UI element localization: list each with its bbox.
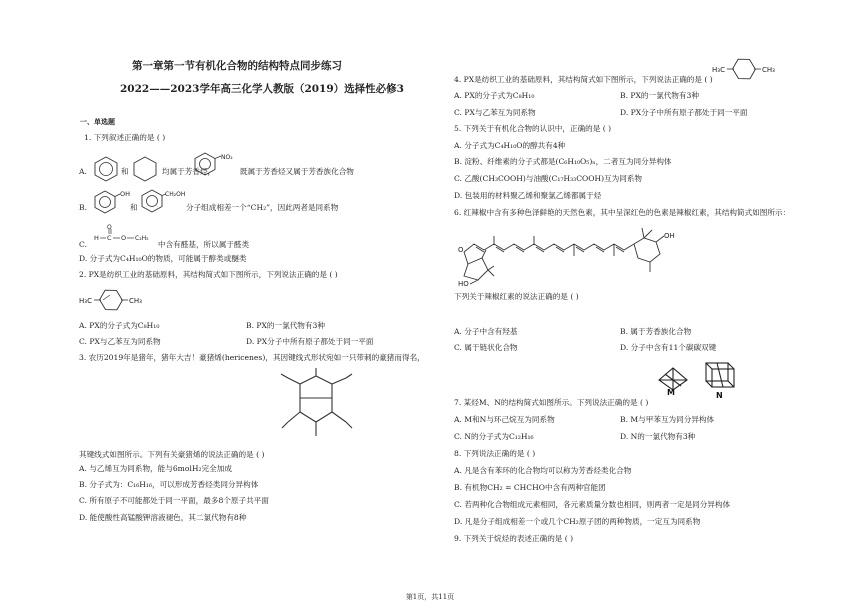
q5-option-b: B. 淀粉、纤维素的分子式都是(C₆H₁₀O₅)ₙ，二者互为同分异构体 bbox=[454, 157, 672, 166]
q1-a-and: 和 bbox=[121, 167, 129, 176]
q1-a-cyclohexane-structure bbox=[131, 155, 159, 183]
q6-option-a: A. 分子中含有羟基 bbox=[454, 327, 518, 336]
q3-option-b: B. 分子式为：C₁₆H₁₆，可以形成芳香烃类同分异构体 bbox=[79, 480, 259, 489]
q1-c-h-label: H bbox=[94, 234, 99, 242]
q1-option-b-label: B. bbox=[79, 203, 87, 212]
q5-option-a: A. 分子式为C₄H₁₀O的醇共有4种 bbox=[454, 141, 566, 150]
q2-option-d: D. PX分子中所有原子都处于同一平面 bbox=[246, 337, 374, 346]
q3-stem-continued: 其键线式如图所示。下列有关豪猪烯的说法正确的是 ( ) bbox=[79, 450, 265, 459]
q6-right-hydroxyl-label: OH bbox=[664, 232, 675, 240]
q4-option-d: D. PX分子中所有原子都处于同一平面 bbox=[620, 108, 748, 117]
q1-a-text2: 既属于芳香烃又属于芳香族化合物 bbox=[240, 167, 354, 176]
q4-h3c-label: H₃C bbox=[712, 66, 725, 74]
q8-option-b: B. 有机物CH₂ = CHCHO中含有两种官能团 bbox=[454, 483, 606, 492]
q1-stem: 1. 下列叙述正确的是 ( ) bbox=[84, 133, 166, 142]
q7-option-b: B. M与甲苯互为同分异构体 bbox=[620, 415, 715, 424]
q2-ch3-label: CH₃ bbox=[129, 297, 142, 305]
document-subtitle: 2022——2023学年高三化学人教版（2019）选择性必修3 bbox=[120, 83, 404, 95]
q2-option-c: C. PX与乙苯互为同系物 bbox=[79, 337, 161, 346]
q1-b-and: 和 bbox=[130, 203, 138, 212]
q7-m-structure bbox=[653, 360, 693, 396]
q9-stem: 9. 下列关于烷烃的表述正确的是 ( ) bbox=[454, 534, 574, 543]
q1-a-nitrobenzene-structure bbox=[193, 151, 233, 177]
q4-option-a: A. PX的分子式为C₈H₁₀ bbox=[454, 91, 535, 100]
q7-n-structure bbox=[700, 355, 740, 399]
q4-option-b: B. PX的一氯代物有3种 bbox=[620, 91, 699, 100]
q1-c-ester-structure bbox=[92, 224, 158, 246]
q7-option-c: C. N的分子式为C₁₂H₁₆ bbox=[454, 432, 534, 441]
q3-option-a: A. 与乙烯互为同系物，能与6molH₂完全加成 bbox=[79, 464, 232, 473]
page-footer: 第1页，共11页 bbox=[405, 593, 455, 601]
q7-m-label: M bbox=[667, 388, 675, 397]
q2-option-b: B. PX的一氯代物有3种 bbox=[246, 321, 325, 330]
q1-c-c-label: C bbox=[107, 234, 112, 242]
q6-stem: 6. 红辣椒中含有多种色泽鲜艳的天然色素，其中呈深红色的色素是辣椒红素，其结构简式如图所示： bbox=[454, 208, 791, 217]
q1-option-c-label: C. bbox=[79, 240, 87, 249]
q2-option-a: A. PX的分子式为C₈H₁₀ bbox=[79, 321, 160, 330]
q1-a-text: 均属于芳香烃， bbox=[162, 167, 216, 176]
q6-option-b: B. 属于芳香族化合物 bbox=[620, 327, 692, 336]
q2-px-structure bbox=[79, 285, 159, 315]
document-title: 第一章第一节有机化合物的结构特点同步练习 bbox=[132, 60, 342, 72]
q2-stem: 2. PX是纺织工业的基础原料，其结构简式如下图所示，下列说法正确的是 ( ) bbox=[79, 270, 338, 279]
q8-option-c: C. 若两种化合物组成元素相同，各元素质量分数也相同，则两者一定是同分异构体 bbox=[454, 500, 731, 509]
q6-capsanthin-structure bbox=[456, 222, 696, 288]
q6-left-hydroxyl-label: HO bbox=[458, 280, 469, 288]
q1-option-a-label: A. bbox=[79, 167, 87, 176]
q1-option-d: D. 分子式为C₄H₁₀O的物质，可能属于醇类或醚类 bbox=[79, 254, 247, 263]
q4-ch3-label: CH₃ bbox=[762, 66, 775, 74]
q3-option-d: D. 能使酸性高锰酸钾溶液褪色，其二氯代物有8种 bbox=[79, 513, 247, 522]
q7-option-d: D. N的一氯代物有3种 bbox=[620, 432, 696, 441]
section-heading: 一、单选题 bbox=[80, 117, 115, 126]
q1-b-benzyl-alcohol-structure bbox=[138, 186, 186, 216]
q1-c-ether-o-label: O bbox=[121, 234, 127, 242]
q3-stem: 3. 农历2019年是猪年，猪年大吉！豪猪烯(hericenes)，其因键线式形状宛如一只带刺的豪猪而得名， bbox=[79, 353, 425, 362]
q1-b-oh-label: OH bbox=[120, 190, 131, 198]
q8-stem: 8. 下列说法正确的是 ( ) bbox=[454, 449, 536, 458]
q6-ketone-o-label: O bbox=[458, 246, 464, 254]
q1-a-benzene-structure bbox=[91, 155, 121, 183]
q4-option-c: C. PX与乙苯互为同系物 bbox=[454, 108, 536, 117]
q1-c-text: 中含有醛基，所以属于醛类 bbox=[158, 240, 250, 249]
q5-stem: 5. 下列关于有机化合物的认识中，正确的是 ( ) bbox=[454, 124, 612, 133]
q1-a-nitro-label: NO₂ bbox=[221, 154, 233, 161]
q5-option-d: D. 包装用的材料聚乙烯和聚氯乙烯都属于烃 bbox=[454, 191, 602, 200]
q6-option-c: C. 属于链状化合物 bbox=[454, 343, 518, 352]
q4-stem: 4. PX是纺织工业的基础原料，其结构简式如下图所示，下列说法正确的是 ( ) bbox=[454, 75, 713, 84]
q3-option-c: C. 所有原子不可能都处于同一平面，最多8个原子共平面 bbox=[79, 496, 269, 505]
q8-option-d: D. 凡是分子组成相差一个或几个CH₂原子团的两种物质，一定互为同系物 bbox=[454, 517, 701, 526]
q7-stem: 7. 某烃M、N的结构简式如图所示。下列说法正确的是 ( ) bbox=[454, 398, 649, 407]
q6-option-d: D. 分子中含有11个碳碳双键 bbox=[620, 343, 717, 352]
q1-b-ch2oh-label: CH₂OH bbox=[165, 191, 186, 198]
q1-b-text: 分子组成相差一个“CH₂”，因此两者是同系物 bbox=[186, 203, 339, 212]
q1-c-ethyl-label: C₂H₅ bbox=[135, 235, 149, 242]
q2-h3c-label: H₃C bbox=[79, 297, 92, 305]
q4-px-structure bbox=[712, 56, 792, 82]
q6-sub-stem: 下列关于辣椒红素的说法正确的是 ( ) bbox=[454, 292, 579, 301]
q3-hericene-structure bbox=[276, 366, 356, 440]
q1-b-phenol-structure bbox=[91, 187, 131, 217]
q1-c-carbonyl-o-label: O bbox=[107, 224, 112, 231]
q8-option-a: A. 凡是含有苯环的化合物均可以称为芳香烃类化合物 bbox=[454, 466, 632, 475]
q7-option-a: A. M和N与环己烷互为同系物 bbox=[454, 415, 555, 424]
q7-n-label: N bbox=[716, 391, 723, 400]
q5-option-c: C. 乙酸(CH₃COOH)与油酸(C₁₇H₃₃COOH)互为同系物 bbox=[454, 174, 643, 183]
